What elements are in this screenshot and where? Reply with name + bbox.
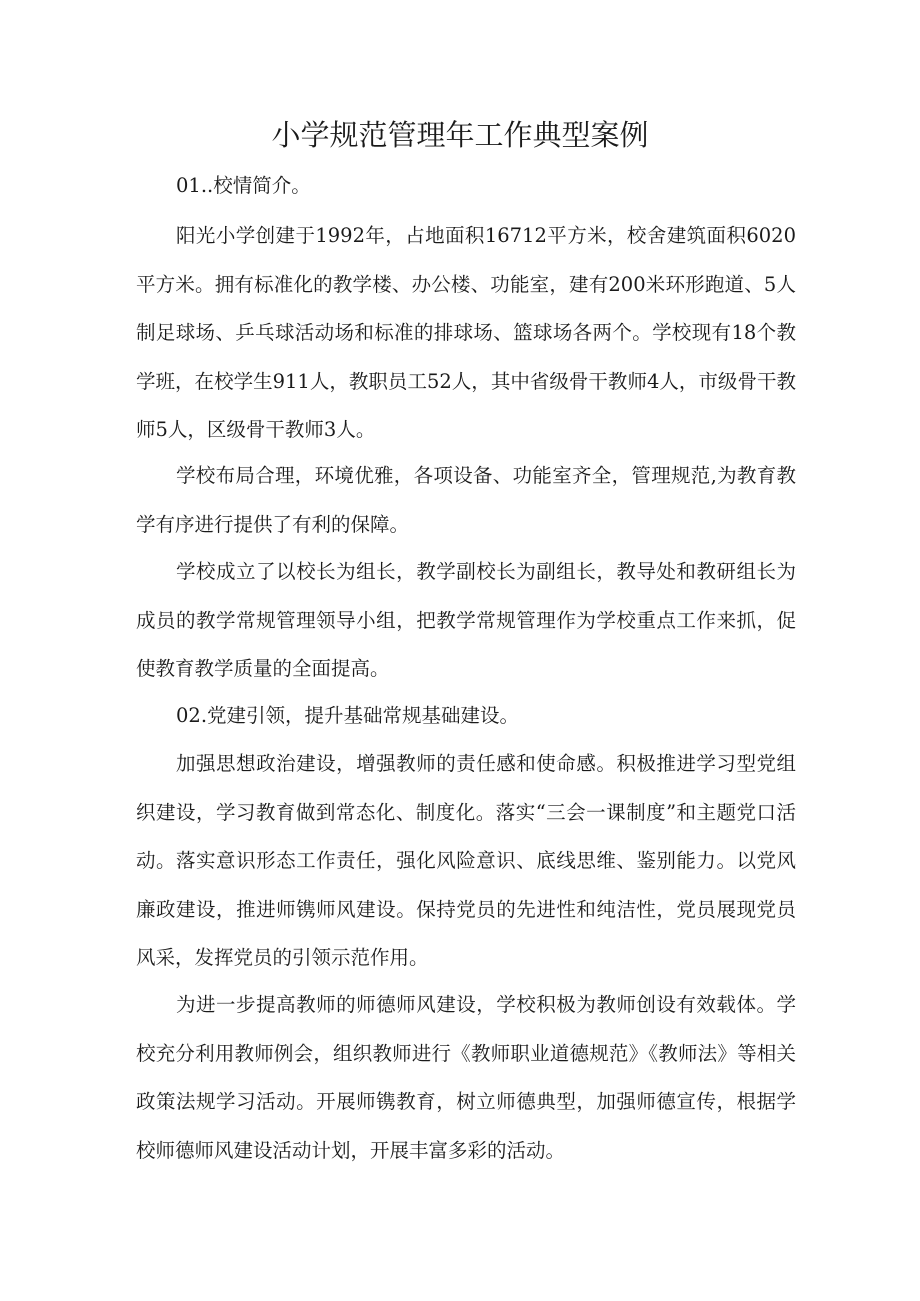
section-heading-school-overview: 01..校情简介。 bbox=[176, 174, 311, 197]
paragraph-school-layout: 学校布局合理，环境优雅，各项设备、功能室齐全，管理规范,为教育教学有序进行提供了有利的保障。 bbox=[136, 464, 796, 536]
paragraph-leadership-group: 学校成立了以校长为组长，教学副校长为副组长，教导处和教研组长为成员的教学常规管理领导小组，把教学常规管理作为学校重点工作来抓，促使教育教学质量的全面提高。 bbox=[136, 560, 796, 680]
document-title: 小学规范管理年工作典型案例 bbox=[271, 118, 649, 152]
paragraph-school-facilities: 阳光小学创建于1992年，占地面积16712平方米，校舍建筑面积6020平方米。拥有标准化的教学楼、办公楼、功能室，建有200米环形跑道、5人制足球场、乒乓球活动场和标准的排球场、篮球场各两个。学校现有18个教学班，在校学生911人，教职员工52人，其中省级骨干教师4人，市级骨干教师5人，区级骨干教师3人。 bbox=[136, 224, 796, 441]
paragraph-teacher-ethics: 为进一步提高教师的师德师风建设，学校积极为教师创设有效载体。学校充分利用教师例会，组织教师进行《教师职业道德规范》《教师法》等相关政策法规学习活动。开展师镌教育，树立师德典型，加强师德宣传，根据学校师德师风建设活动计划，开展丰富多彩的活动。 bbox=[136, 993, 796, 1162]
paragraph-political-construction: 加强思想政治建设，增强教师的责任感和使命感。积极推进学习型党组织建设，学习教育做到常态化、制度化。落实“三会一课制度”和主题党口活动。落实意识形态工作责任，强化风险意识、底线思维、鉴别能力。以党风廉政建设，推进师镌师风建设。保持党员的先进性和纯洁性，党员展现党员风采，发挥党员的引领示范作用。 bbox=[136, 752, 796, 969]
section-heading-party-building: 02.党建引领，提升基础常规基础建设。 bbox=[176, 704, 520, 727]
